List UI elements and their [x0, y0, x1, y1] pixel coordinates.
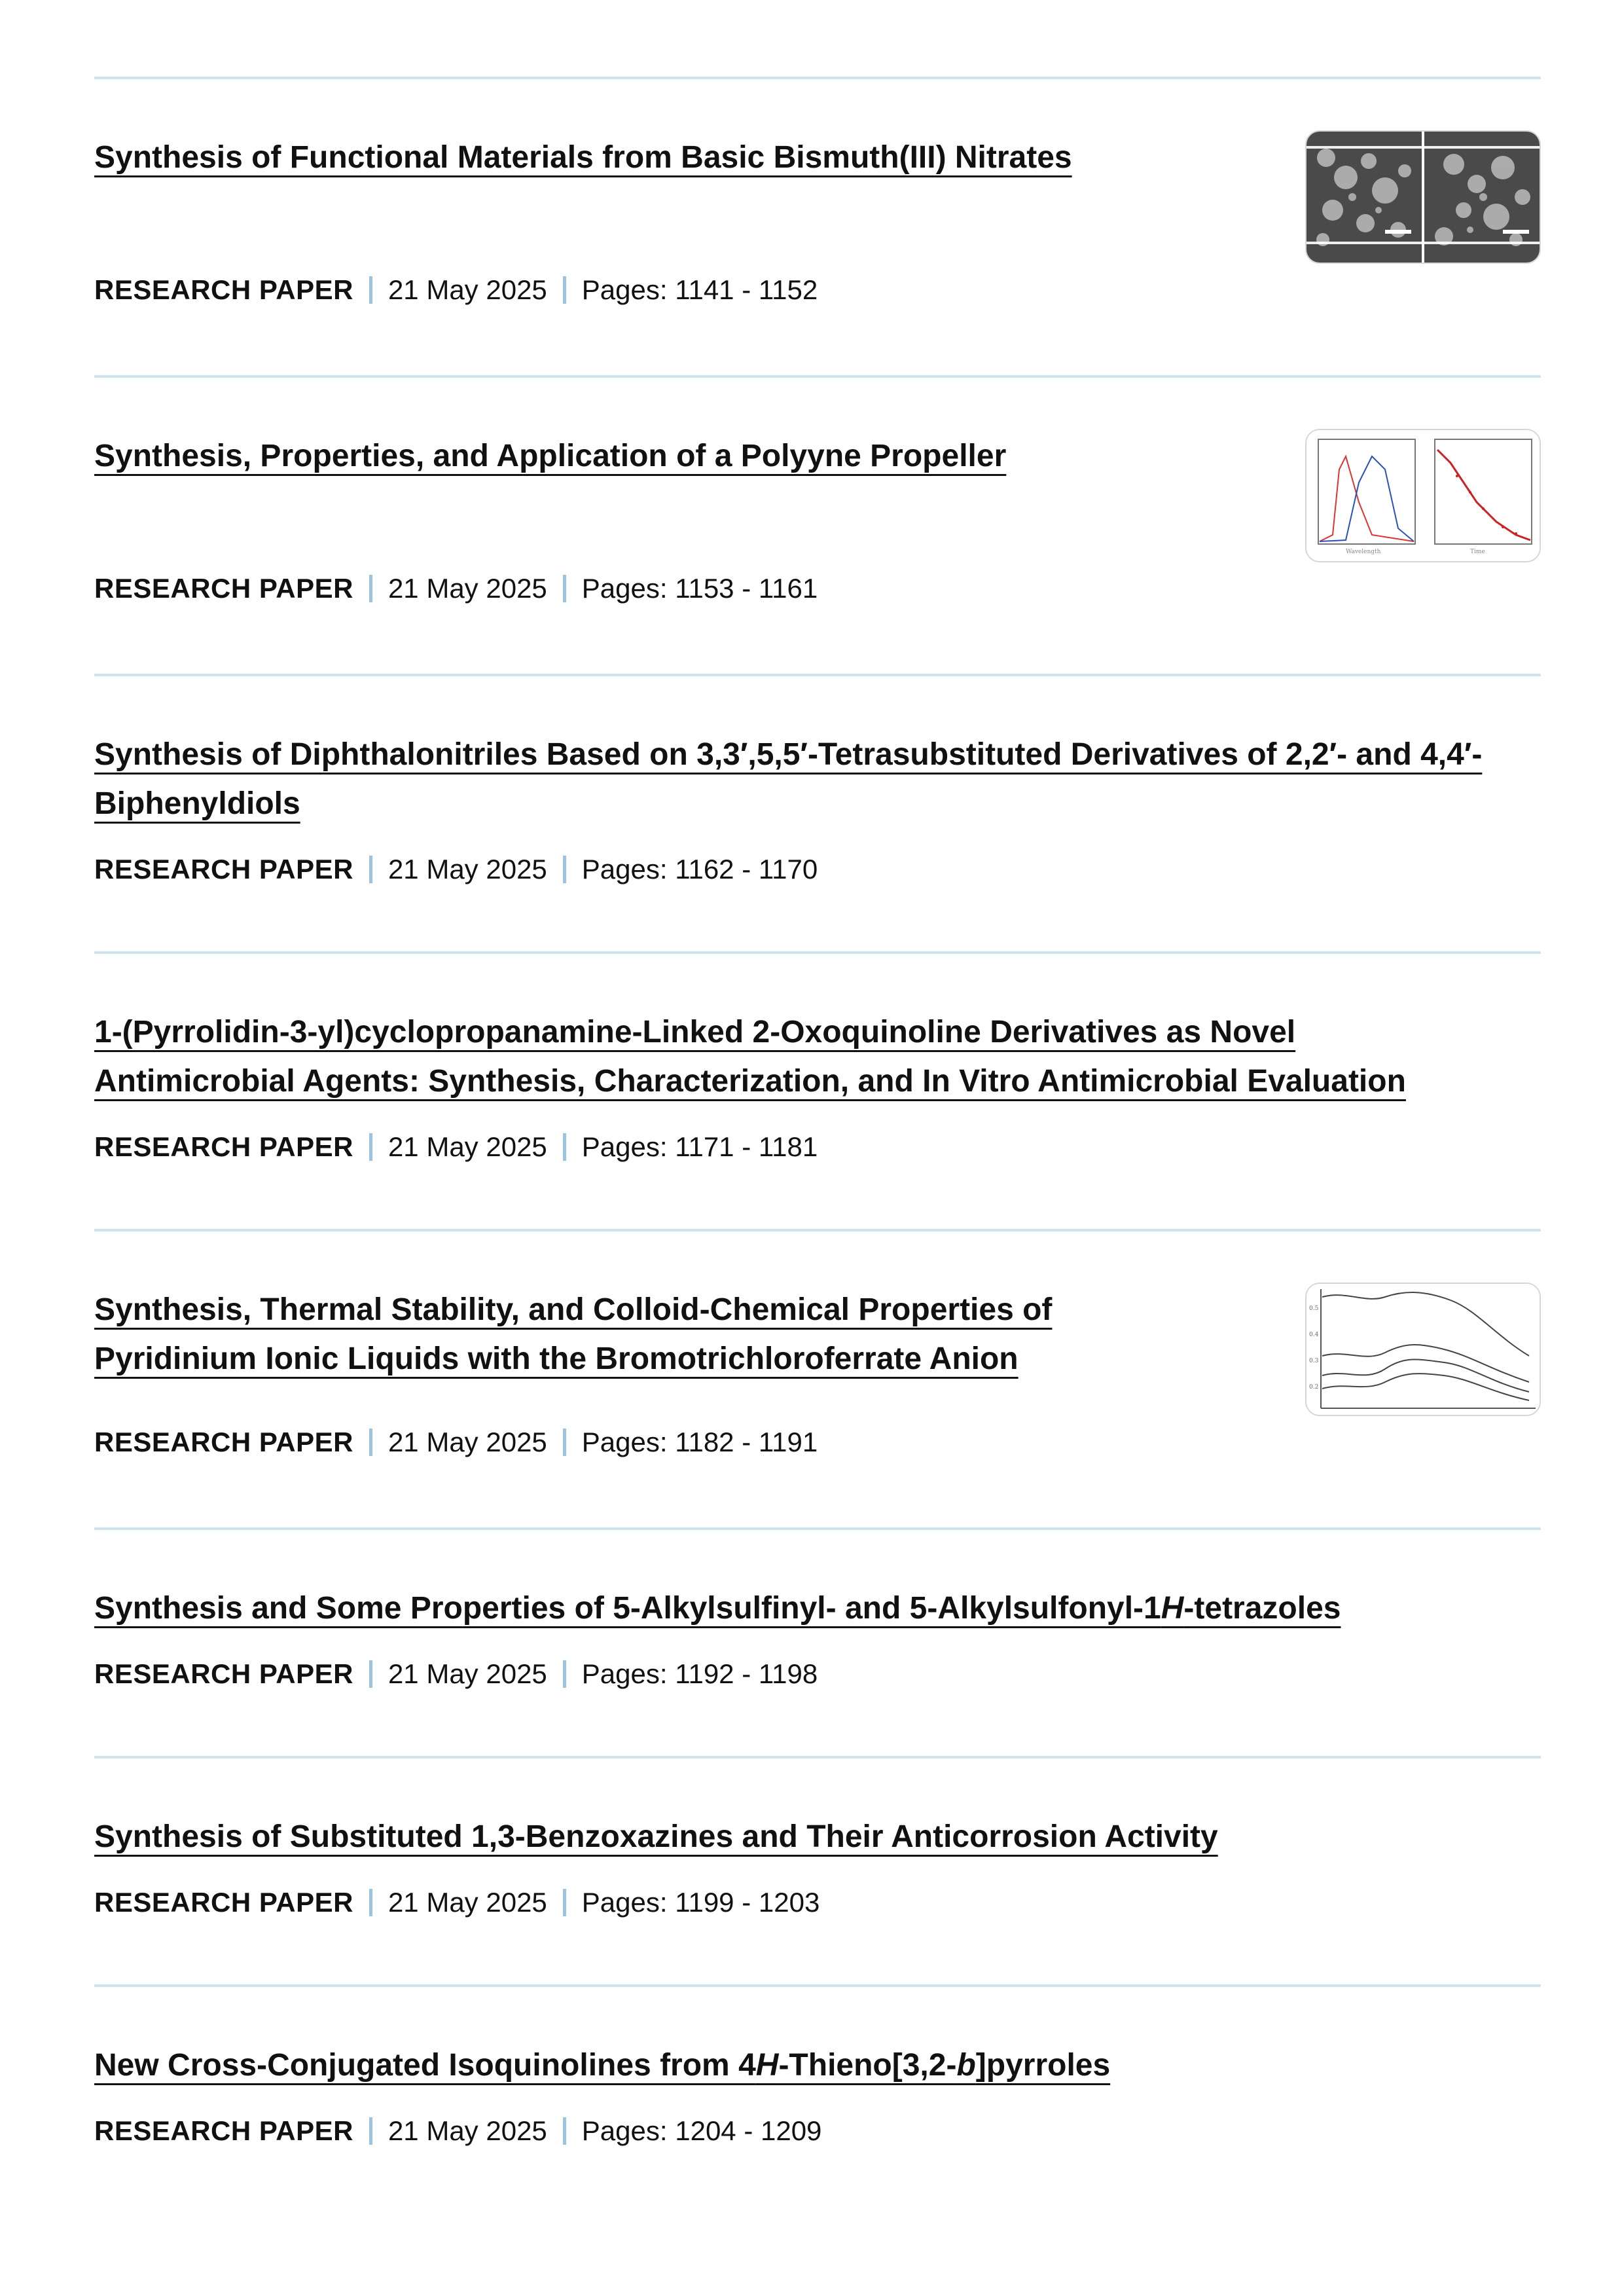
article-title — [94, 1285, 1207, 1383]
article-type: RESEARCH PAPER — [94, 1427, 353, 1457]
article-meta — [94, 1131, 1541, 1163]
article-meta — [94, 274, 1541, 306]
article-type: RESEARCH PAPER — [94, 1887, 353, 1918]
svg-text:Wavelength: Wavelength — [1346, 549, 1381, 555]
article-title — [94, 1584, 1495, 1633]
svg-text:0.4: 0.4 — [1309, 1332, 1319, 1338]
article-pages: Pages: 1153 - 1161 — [581, 573, 818, 604]
article-title — [94, 2041, 1495, 2090]
article-pages: Pages: 1204 - 1209 — [581, 2115, 822, 2146]
article-title — [94, 133, 1272, 182]
article-item — [94, 1527, 1541, 1756]
article-title-link[interactable]: Synthesis and Some Properties of 5-Alkylsulfinyl- and 5-Alkylsulfonyl-1H-tetrazoles — [94, 1591, 1341, 1626]
svg-text:0.2: 0.2 — [1309, 1384, 1319, 1391]
article-title-link[interactable]: Synthesis of Functional Materials from Basic Bismuth(III) Nitrates — [94, 140, 1072, 175]
article-item — [94, 77, 1541, 375]
article-title-link[interactable]: Synthesis of Diphthalonitriles Based on 3,3′,5,5′-Tetrasubstituted Derivatives of 2,2′- and 4,4′-Biphenyldiols — [94, 737, 1483, 821]
article-date: 21 May 2025 — [387, 854, 547, 884]
article-title-link[interactable]: Synthesis, Thermal Stability, and Colloid-Chemical Properties of Pyridinium Ionic Liquids with the Bromotrichloroferrate Anion — [94, 1292, 1053, 1376]
article-title — [94, 1008, 1495, 1106]
article-meta — [94, 2115, 1541, 2147]
article-item — [94, 1229, 1541, 1527]
article-type: RESEARCH PAPER — [94, 1131, 353, 1162]
meta-divider — [563, 575, 566, 602]
article-meta — [94, 1426, 1541, 1459]
article-meta — [94, 853, 1541, 886]
article-item — [94, 1984, 1541, 2181]
article-date: 21 May 2025 — [387, 1658, 547, 1689]
meta-divider — [369, 575, 372, 602]
article-date: 21 May 2025 — [387, 1887, 547, 1918]
article-item — [94, 951, 1541, 1229]
meta-divider — [563, 1889, 566, 1916]
meta-divider — [369, 1133, 372, 1161]
article-pages: Pages: 1162 - 1170 — [581, 854, 818, 884]
article-meta — [94, 572, 1541, 605]
article-date: 21 May 2025 — [387, 1131, 547, 1162]
meta-divider — [563, 1429, 566, 1456]
article-pages: Pages: 1171 - 1181 — [581, 1131, 818, 1162]
meta-divider — [563, 1133, 566, 1161]
meta-divider — [563, 2117, 566, 2145]
article-title-link[interactable]: Synthesis, Properties, and Application of a Polyyne Propeller — [94, 439, 1007, 473]
article-meta — [94, 1886, 1541, 1919]
meta-divider — [563, 276, 566, 304]
article-title-link[interactable]: Synthesis of Substituted 1,3-Benzoxazines and Their Anticorrosion Activity — [94, 1819, 1218, 1854]
meta-divider — [369, 1660, 372, 1688]
article-title-link[interactable]: 1-(Pyrrolidin-3-yl)cyclopropanamine-Linked 2-Oxoquinoline Derivatives as Novel Antimicrobial Agents: Synthesis, Characterization, and In Vitro Antimicrobial Evaluation — [94, 1015, 1406, 1099]
svg-text:0.5: 0.5 — [1309, 1305, 1319, 1312]
article-date: 21 May 2025 — [387, 274, 547, 305]
article-pages: Pages: 1199 - 1203 — [581, 1887, 820, 1918]
meta-divider — [369, 276, 372, 304]
micrograph-image[interactable] — [1305, 130, 1541, 264]
meta-divider — [369, 856, 372, 883]
svg-text:0.3: 0.3 — [1309, 1358, 1319, 1364]
article-pages: Pages: 1182 - 1191 — [581, 1427, 818, 1457]
article-date: 21 May 2025 — [387, 2115, 547, 2146]
article-type: RESEARCH PAPER — [94, 274, 353, 305]
article-type: RESEARCH PAPER — [94, 573, 353, 604]
meta-divider — [563, 856, 566, 883]
article-title — [94, 431, 1272, 481]
article-type: RESEARCH PAPER — [94, 1658, 353, 1689]
article-item — [94, 1756, 1541, 1984]
svg-text:Time: Time — [1470, 549, 1485, 555]
article-item — [94, 674, 1541, 951]
absorbance-chart-image[interactable] — [1305, 1283, 1541, 1416]
article-type: RESEARCH PAPER — [94, 2115, 353, 2146]
article-title-link[interactable]: New Cross-Conjugated Isoquinolines from 4H-Thieno[3,2-b]pyrroles — [94, 2048, 1111, 2083]
meta-divider — [369, 2117, 372, 2145]
article-meta — [94, 1658, 1541, 1690]
meta-divider — [563, 1660, 566, 1688]
article-title — [94, 730, 1495, 828]
article-pages: Pages: 1192 - 1198 — [581, 1658, 818, 1689]
article-title — [94, 1812, 1495, 1861]
meta-divider — [369, 1429, 372, 1456]
meta-divider — [369, 1889, 372, 1916]
article-type: RESEARCH PAPER — [94, 854, 353, 884]
article-date: 21 May 2025 — [387, 1427, 547, 1457]
article-list — [94, 77, 1541, 2181]
article-pages: Pages: 1141 - 1152 — [581, 274, 818, 305]
article-date: 21 May 2025 — [387, 573, 547, 604]
spectra-chart-image[interactable] — [1305, 429, 1541, 562]
article-item — [94, 375, 1541, 674]
